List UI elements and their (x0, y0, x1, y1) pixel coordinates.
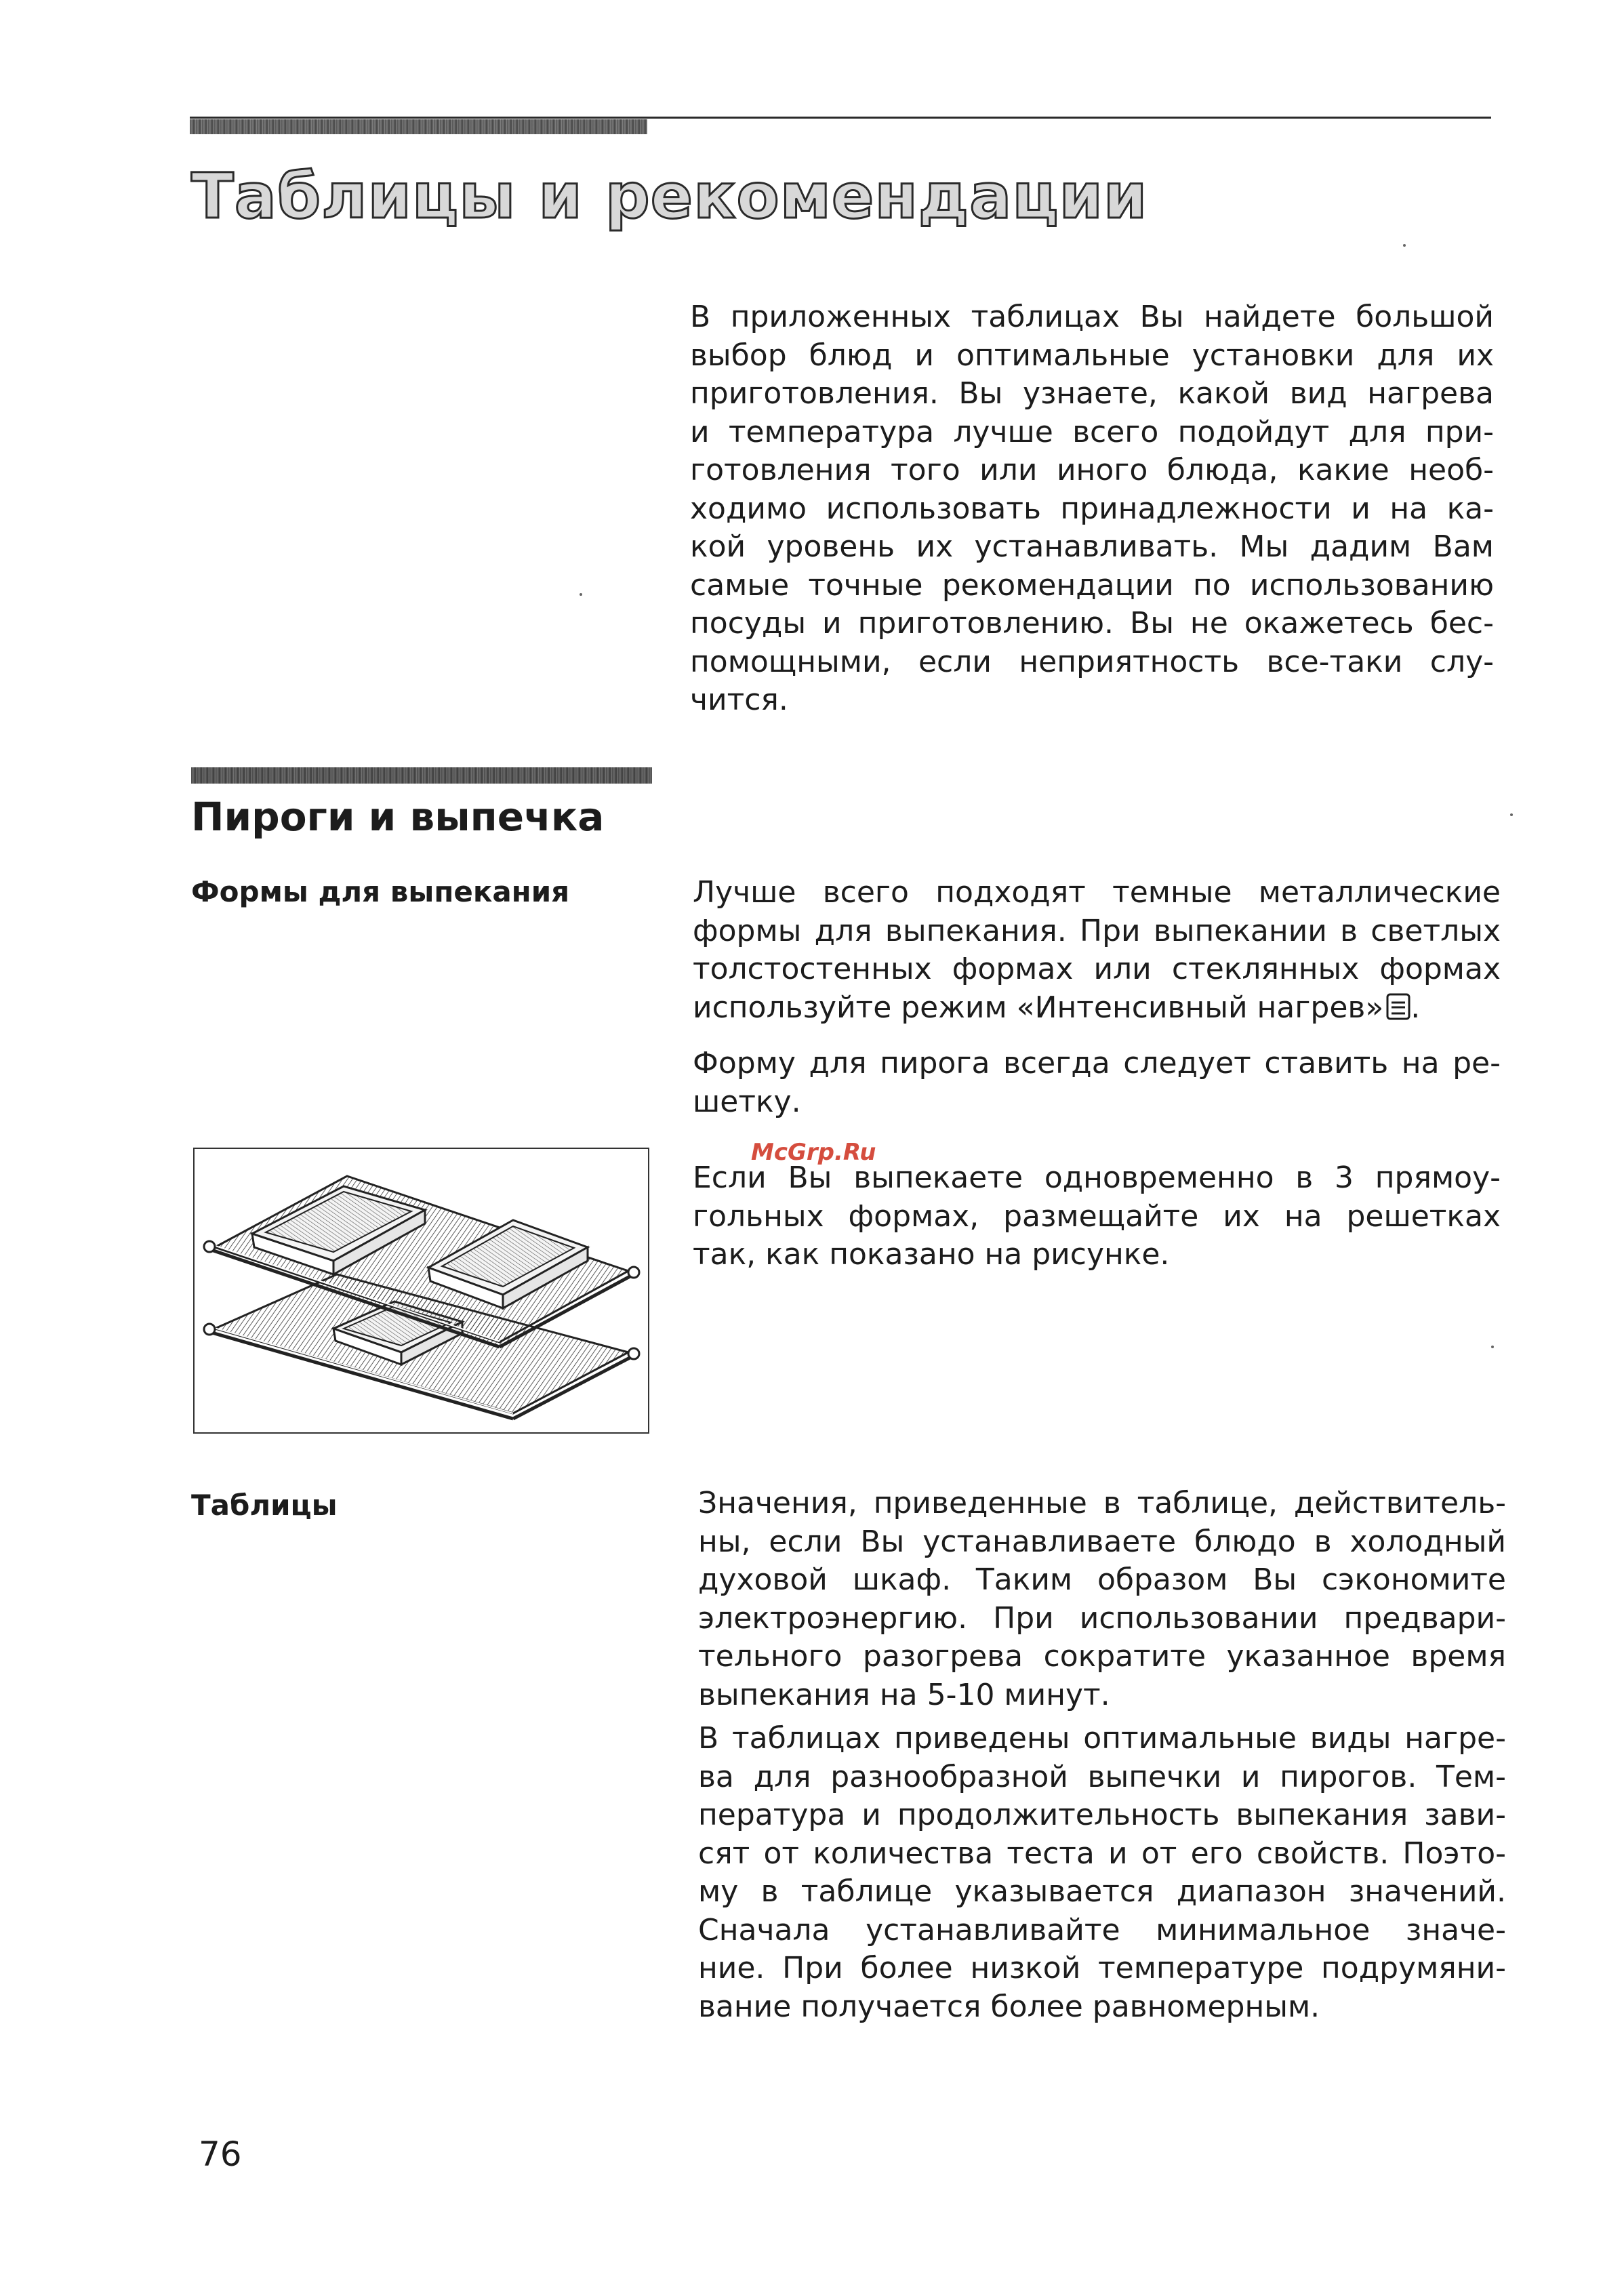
page-number: 76 (199, 2135, 242, 2174)
forms-line: так, как показано на рисунке. (693, 1237, 1170, 1272)
tables-line: Значения, приведенные в таблице, действитель- (698, 1486, 1506, 1520)
forms-subtitle: Формы для выпекания (191, 875, 570, 908)
tables-paragraph-1 (698, 1484, 1506, 1714)
scan-speck (1510, 813, 1513, 816)
intro-line: чится. (690, 683, 788, 717)
forms-line: Форму для пирога всегда следует ставить на ре- (693, 1046, 1501, 1080)
tables-line: В таблицах приведены оптимальные виды нагре- (698, 1721, 1506, 1756)
forms-line: шетку. (693, 1084, 801, 1119)
tables-line: сят от количества теста и от его свойств. Поэто- (698, 1836, 1506, 1871)
forms-line: гольных формах, размещайте их на решетках (693, 1198, 1501, 1234)
section-rule-bar (191, 767, 652, 784)
intro-line: самые точные рекомендации по использованию (690, 567, 1494, 603)
scan-speck (1403, 244, 1406, 247)
scan-speck (580, 593, 582, 596)
tables-line: выпекания на 5-10 минут. (698, 1677, 1110, 1712)
forms-line-text: используйте режим «Интенсивный нагрев» (693, 990, 1384, 1025)
header-rule (190, 117, 1491, 119)
forms-line-end: . (1410, 990, 1421, 1025)
intensive-heat-icon (1386, 993, 1410, 1020)
tables-line: ние. При более низкой температуре подрумяни- (698, 1951, 1506, 1985)
baking-racks-figure (193, 1148, 649, 1434)
forms-line: толстостенных формах или стеклянных формах (693, 952, 1501, 986)
forms-paragraph-2 (693, 1045, 1501, 1121)
tables-line: тельного разогрева сократите указанное время (698, 1639, 1506, 1674)
forms-line: формы для выпекания. При выпекании в светлых (693, 913, 1501, 948)
tables-line: му в таблице указывается диапазон значений. (698, 1874, 1506, 1909)
intro-paragraph (690, 298, 1494, 720)
tables-line: электроэнергию. При использовании предвари- (698, 1600, 1506, 1636)
scan-speck (1491, 1346, 1494, 1348)
tables-line: духовой шкаф. Таким образом Вы сэкономите (698, 1562, 1506, 1597)
intro-line: готовления того или иного блюда, какие необ- (690, 453, 1494, 487)
intro-line: ходимо использовать принадлежности и на ка- (690, 491, 1494, 526)
page-title: Таблицы и рекомендации (191, 160, 1148, 233)
watermark: McGrp.Ru (751, 1139, 876, 1166)
baking-racks-illustration (195, 1149, 647, 1432)
intro-line: приготовления. Вы узнаете, какой вид нагрева (690, 376, 1494, 411)
forms-line: Лучше всего подходят темные металлические (693, 875, 1501, 910)
tables-subtitle: Таблицы (191, 1489, 338, 1522)
intro-line: и температура лучше всего подойдут для при- (690, 414, 1494, 449)
intro-line: кой уровень их устанавливать. Мы дадим Вам (690, 529, 1494, 564)
tables-line: пература и продолжительность выпекания зави- (698, 1798, 1506, 1832)
forms-line: Если Вы выпекаете одновременно в 3 прямоу- (693, 1160, 1501, 1195)
intro-line: выбор блюд и оптимальные установки для их (690, 338, 1494, 373)
tables-paragraph-2 (698, 1720, 1506, 2026)
tables-line: ва для разнообразной выпечки и пирогов. Тем- (698, 1759, 1506, 1794)
tables-line: ны, если Вы устанавливаете блюдо в холодный (698, 1524, 1506, 1559)
forms-paragraph-1 (693, 874, 1501, 1027)
intro-line: посуды и приготовлению. Вы не окажетесь бес- (690, 606, 1494, 641)
tables-line: Сначала устанавливайте минимальное значе- (698, 1912, 1506, 1947)
intro-line: помощными, если неприятность все-таки слу- (690, 644, 1494, 679)
header-rule-bar (190, 119, 647, 134)
section-title: Пироги и выпечка (191, 794, 605, 840)
intro-line: В приложенных таблицах Вы найдете большой (690, 300, 1494, 334)
forms-line-last (693, 989, 1501, 1028)
forms-paragraph-3 (693, 1159, 1501, 1274)
tables-line: вание получается более равномерным. (698, 1989, 1320, 2024)
